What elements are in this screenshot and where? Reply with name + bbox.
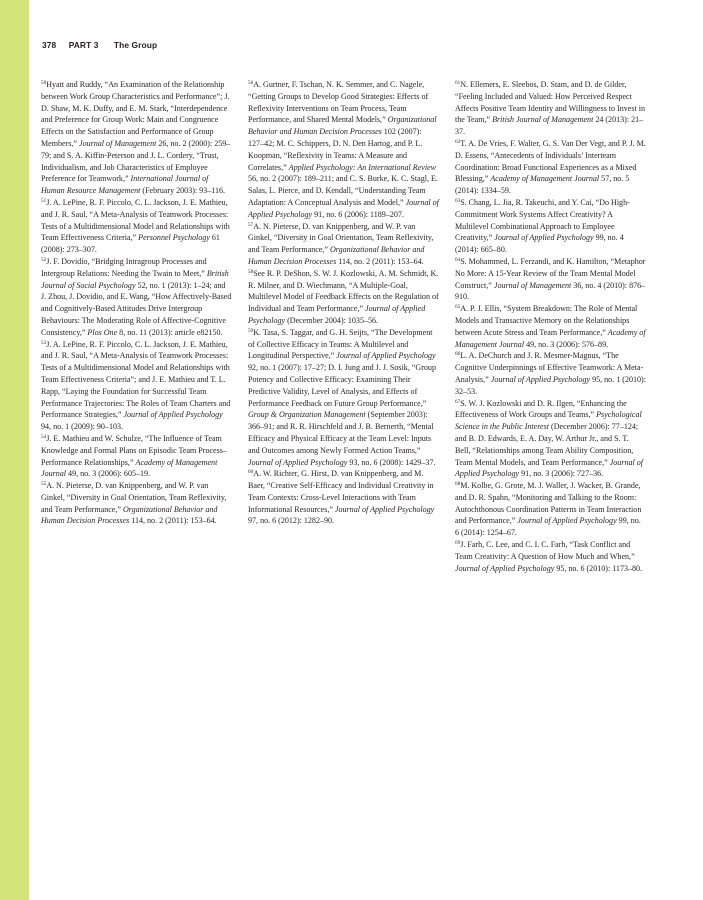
- source-title: Psychological Science in the Public Interest: [455, 410, 642, 432]
- page-number: 378: [42, 40, 57, 50]
- endnote: [41, 339, 232, 433]
- endnote-text: 49, no. 3 (2006): 576–89.: [524, 339, 609, 349]
- endnote-number: 64: [455, 256, 461, 263]
- endnote-text: 91, no. 6 (2006): 1189–207.: [312, 209, 404, 219]
- endnote: [248, 268, 439, 327]
- endnote: [455, 138, 646, 197]
- endnote-text: 26, no. 2 (2000): 259–79; and S. A. Kiffin-Peterson and J. L. Cordery, “Trust, Individualism, and Job Characteristics of Employee Preference for Teamwork,”: [41, 138, 231, 184]
- endnote-text: 91, no. 3 (2006): 727–36.: [519, 469, 604, 479]
- endnote-text: J. A. LePine, R. F. Piccolo, C. L. Jackson, J. E. Mathieu, and J. R. Saul, “A Meta-Analysis of Teamwork Processes: Tests of a Multidimensional Model and Relationships with Team Effectiveness Criteria,”: [41, 197, 230, 243]
- endnote-text: N. Ellemers, E. Sleebos, D. Stam, and D. de Gilder, “Feeling Included and Valued: How Perceived Respect Affects Positive Team Identity and Willingness to Invest in the Team,”: [455, 80, 645, 125]
- endnote: [248, 221, 439, 268]
- endnote: [455, 79, 646, 138]
- side-color-strip: [0, 0, 29, 900]
- endnote-text: K. Tasa, S. Taggar, and G. H. Seijts, “The Development of Collective Efficacy in Teams: A Multilevel and Longitudinal Perspective,”: [248, 327, 433, 361]
- endnote-text: S. Mohammed, L. Ferzandi, and K. Hamilton, “Metaphor No More: A 15-Year Review of the Team Mental Model Construct,”: [455, 256, 646, 290]
- endnote-text: (December 2006): 77–124; and B. D. Edwards, E. A. Day, W. Arthur Jr., and S. T. Bell, “Relationships among Team Ability Composition, Team Mental Models, and Team Performance,”: [455, 422, 639, 467]
- endnote-text: See R. P. DeShon, S. W. J. Kozlowski, A. M. Schmidt, K. R. Milner, and D. Wiechmann, “A Multiple-Goal, Multilevel Model of Feedback Effects on the Regulation of Individual and Team Performance,”: [248, 268, 439, 314]
- endnote-text: 92, no. 1 (2007): 17–27; D. I. Jung and J. J. Sosik, “Group Potency and Collective Efficacy: Examining Their Predictive Validity, Level of Analysis, and Effects of Performance Feedback on Future Group Performance,”: [248, 363, 436, 408]
- endnote-text: 61 (2008): 273–307.: [41, 233, 220, 255]
- endnote-number: 53: [41, 339, 47, 346]
- notes-column-3: [455, 79, 646, 574]
- endnote-number: 57: [248, 221, 254, 228]
- endnote-number: 56: [248, 80, 254, 86]
- endnote-text: 94, no. 1 (2009): 90–103.: [41, 422, 124, 432]
- notes-column-2: [248, 79, 439, 527]
- endnote-number: 66: [455, 351, 461, 358]
- endnote-number: 54: [41, 433, 47, 440]
- endnote-number: 62: [455, 138, 461, 145]
- source-title: Journal of Applied Psychology: [334, 504, 435, 514]
- source-title: Journal of Applied Psychology: [490, 374, 591, 384]
- endnote: [455, 480, 646, 539]
- running-head: [42, 40, 157, 50]
- endnote-text: S. Chang, L. Jia, R. Takeuchi, and Y. Cai, “Do High-Commitment Work Systems Affect Creativity? A Multilevel Combinational Approach to Employee Creativity,”: [455, 197, 630, 243]
- endnote: [455, 303, 646, 350]
- endnote-number: 61: [455, 80, 461, 86]
- endnote-text: (February 2003): 93–116.: [140, 186, 226, 196]
- source-title: Journal of Applied Psychology: [248, 197, 439, 219]
- source-title: Academy of Management Journal: [455, 327, 646, 349]
- endnote-text: 36, no. 4 (2010): 876–910.: [455, 280, 646, 302]
- endnote-text: 95, no. 1 (2010): 32–53.: [455, 374, 646, 396]
- endnote-number: 55: [41, 481, 47, 488]
- source-title: Organizational Behavior and Human Decision Processes: [248, 245, 425, 266]
- endnote-text: A. W. Richter, G. Hirst, D. van Knippenberg, and M. Baer, “Creative Self-Efficacy and Individual Creativity in Team Contexts: Cross-Level Interactions with Team Informational Resources,”: [248, 469, 434, 514]
- endnote-number: 63: [455, 197, 461, 204]
- endnote: [41, 197, 232, 256]
- source-title: Academy of Management Journal: [490, 174, 600, 184]
- source-title: International Journal of Human Resource Management: [41, 174, 209, 196]
- endnote: [455, 256, 646, 303]
- endnote-text: 57, no. 5 (2014): 1334–59.: [455, 174, 630, 196]
- endnote-text: 49, no. 3 (2006): 605–19.: [66, 469, 151, 479]
- part-title: The Group: [113, 40, 158, 50]
- endnote-text: (September 2003): 366–91; and R. R. Hirschfeld and J. B. Bernerth, “Mental Efficacy and Physical Efficacy at the Team Level: Inputs and Outcomes among Newly Formed Action Teams,”: [248, 410, 434, 455]
- source-title: Journal of Applied Psychology: [248, 304, 426, 325]
- endnote-text: 99, no. 6 (2014): 1254–67.: [455, 516, 641, 538]
- endnote-text: A. N. Pieterse, D. van Knippenberg, and W. P. van Ginkel, “Diversity in Goal Orientation, Team Reflexivity, and Team Performance,”: [248, 221, 434, 255]
- endnote: [455, 398, 646, 481]
- endnote-text: 95, no. 6 (2010): 1173–80.: [554, 563, 643, 573]
- source-title: Group & Organization Management: [248, 410, 366, 420]
- endnote: [248, 327, 439, 469]
- part-label: PART 3: [68, 40, 99, 50]
- source-title: Journal of Applied Psychology: [336, 351, 436, 361]
- endnote: [41, 433, 232, 480]
- endnote-text: M. Kolbe, G. Grote, M. J. Waller, J. Wacker, B. Grande, and D. R. Spahn, “Monitoring and Talking to the Room: Autochthonous Coordination Patterns in Team Interaction and Performance,”: [455, 481, 642, 526]
- endnote: [41, 79, 232, 197]
- endnote-number: 68: [455, 481, 461, 488]
- source-title: Academy of Management Journal: [41, 457, 218, 479]
- endnote-text: A. N. Pieterse, D. van Knippenberg, and W. P. van Ginkel, “Diversity in Goal Orientation, Team Reflexivity, and Team Performance,”: [41, 481, 227, 514]
- endnote-text: S. W. J. Kozlowski and D. R. Ilgen, “Enhancing the Effectiveness of Work Groups and Teams,”: [455, 398, 627, 420]
- endnote: [41, 480, 232, 527]
- endnote-number: 58: [248, 268, 254, 275]
- source-title: Organizational Behavior and Human Decision Processes: [41, 504, 218, 526]
- endnote-number: 59: [248, 327, 254, 334]
- endnote-text: 24 (2013): 21–37.: [455, 115, 644, 137]
- endnote: [41, 256, 232, 339]
- source-title: Journal of Applied Psychology: [494, 233, 594, 243]
- source-title: Journal of Applied Psychology: [248, 457, 348, 467]
- source-title: Journal of Management: [493, 280, 572, 290]
- endnote-text: (December 2004): 1035–56.: [285, 315, 379, 325]
- endnote-text: 99, no. 4 (2014): 665–80.: [455, 233, 624, 255]
- endnote-number: 51: [41, 197, 47, 204]
- endnote-number: 52: [41, 256, 47, 263]
- endnote: [455, 350, 646, 397]
- endnote-text: T. A. De Vries, F. Walter, G. S. Van Der Vegt, and P. J. M. D. Essens, “Antecedents of Individuals’ Interteam Coordination: Broad Functional Experiences as a Mixed Blessing,”: [455, 138, 646, 184]
- source-title: British Journal of Social Psychology: [41, 268, 229, 290]
- endnote-text: 114, no. 2 (2011): 153–64.: [129, 516, 217, 526]
- source-title: Applied Psychology: An International Review: [288, 162, 437, 172]
- endnote-number: 60: [248, 469, 254, 476]
- endnote-text: A. Gurtner, F. Tschan, N. K. Semmer, and C. Nagele, “Getting Groups to Develop Good Strategies: Effects of Reflexivity Interventions on Team Process, Team Performance, and Shared Mental Models,”: [248, 80, 429, 125]
- endnote-text: A. P. J. Ellis, “System Breakdown: The Role of Mental Models and Transactive Memory on the Relationships between Acute Stress and Team Performance,”: [455, 304, 638, 337]
- notes-column-1: [41, 79, 232, 527]
- endnote-text: 8, no. 11 (2013): article e82150.: [117, 327, 223, 337]
- endnote-text: J. A. LePine, R. F. Piccolo, C. L. Jackson, J. E. Mathieu, and J. R. Saul, “A Meta-Analysis of Teamwork Processes: Tests of a Multidimensional Model and Relationships with Team Effectiveness Criteria”; and J. E. Mathieu and T. L. Rapp, “Laying the Foundation for Successful Team Performance Trajectories: The Roles of Team Charters and Performance Strategies,”: [41, 339, 231, 420]
- endnote-text: J. F. Dovidio, “Bridging Intragroup Processes and Intergroup Relations: Needing the Twain to Meet,”: [41, 256, 207, 278]
- endnote-text: 97, no. 6 (2012): 1282–90.: [248, 516, 335, 526]
- endnote-number: 65: [455, 304, 461, 311]
- endnote-text: Hyatt and Ruddy, “An Examination of the Relationship between Work Group Characteristics and Performance”; J. D. Shaw, M. K. Duffy, and E. M. Stark, “Interdependence and Preference for Group Work: Main and Congruence Effects on the Satisfaction and Performance of Group Members,”: [41, 80, 230, 148]
- endnote-text: 102 (2007): 127–42; M. C. Schippers, D. N. Den Hartog, and P. L. Koopman, “Reflexivity in Teams: A Measure and Correlates,”: [248, 127, 423, 172]
- endnote: [455, 197, 646, 256]
- endnote-text: J. Farh, C. Lee, and C. I. C. Farh, “Task Conflict and Team Creativity: A Question of How Much and When,”: [455, 540, 635, 561]
- endnote-text: 114, no. 2 (2011): 153–64.: [336, 256, 424, 266]
- endnote: [455, 539, 646, 574]
- source-title: British Journal of Management: [492, 115, 594, 125]
- endnote-text: 93, no. 6 (2008): 1429–37.: [347, 457, 436, 467]
- endnote: [248, 79, 439, 221]
- source-title: Journal of Applied Psychology: [455, 457, 644, 479]
- source-title: Plos One: [87, 327, 118, 337]
- endnote-number: 67: [455, 398, 461, 405]
- endnote-text: 52, no. 1 (2013): 1–24; and J. Zhou, J. Dovidio, and E. Wang, “How Affectively-Based and Cognitively-Based Attitudes Drive Intergroup Behaviours: The Moderating Role of Affective-Cognitive Consistency,”: [41, 280, 232, 337]
- source-title: Organizational Behavior and Human Decision Processes: [248, 115, 437, 137]
- endnote: [248, 468, 439, 527]
- endnote-number: 50: [41, 80, 47, 86]
- endnote-text: 56, no. 2 (2007): 189–211; and C. S. Burke, K. C. Stagl, E. Salas, L. Pierce, and D. Kendall, “Understanding Team Adaptation: A Conceptual Analysis and Model,”: [248, 174, 438, 207]
- source-title: Journal of Applied Psychology: [123, 410, 223, 420]
- source-title: Personnel Psychology: [138, 233, 210, 243]
- endnote-text: L. A. DeChurch and J. R. Mesmer-Magnus, “The Cognitive Underpinnings of Effective Teamwork: A Meta-Analysis,”: [455, 351, 644, 384]
- source-title: Journal of Applied Psychology: [455, 563, 555, 573]
- endnote-number: 69: [455, 540, 461, 547]
- source-title: Journal of Management: [79, 138, 157, 148]
- source-title: Journal of Applied Psychology: [517, 516, 617, 526]
- endnote-text: J. E. Mathieu and W. Schulze, “The Influence of Team Knowledge and Formal Plans on Episodic Team Process–Performance Relationships,”: [41, 433, 227, 467]
